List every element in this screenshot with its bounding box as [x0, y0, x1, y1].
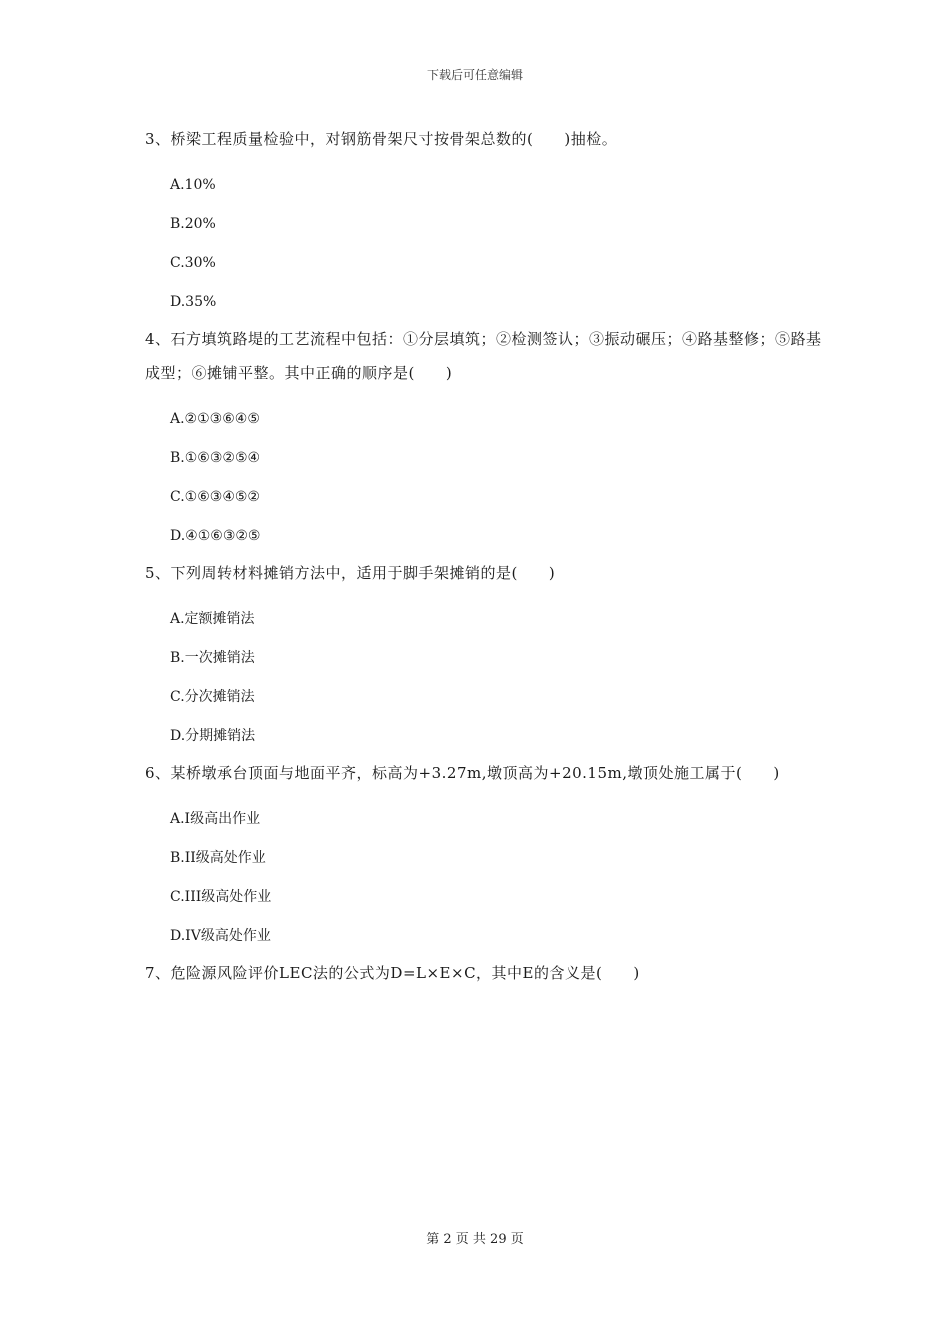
question-4	[145, 322, 825, 546]
page-header: 下载后可任意编辑	[426, 68, 523, 82]
question-5	[145, 556, 825, 746]
option-c: C.III级高处作业	[170, 889, 272, 905]
option-a: A.②①③⑥④⑤	[170, 411, 260, 427]
question-3	[145, 122, 825, 312]
page-footer: 第 2 页 共 29 页	[426, 1232, 524, 1247]
question-text: 5、下列周转材料摊销方法中，适用于脚手架摊销的是( )	[145, 564, 556, 582]
option-c: C.30%	[170, 255, 216, 271]
option-b: B.一次摊销法	[170, 650, 255, 666]
question-7	[145, 956, 825, 990]
option-c: C.①⑥③④⑤②	[170, 489, 260, 505]
option-c: C.分次摊销法	[170, 689, 255, 705]
option-d: D.35%	[170, 294, 217, 310]
option-d: D.分期摊销法	[170, 728, 256, 744]
question-text: 6、某桥墩承台顶面与地面平齐，标高为+3.27m,墩顶高为+20.15m,墩顶处施工属于( )	[145, 764, 780, 782]
option-d: D.④①⑥③②⑤	[170, 528, 261, 544]
question-list	[145, 122, 825, 990]
question-text: 3、桥梁工程质量检验中，对钢筋骨架尺寸按骨架总数的( )抽检。	[145, 130, 618, 148]
option-b: B.20%	[170, 216, 216, 232]
option-a: A.I级高出作业	[170, 811, 261, 827]
question-text: 7、危险源风险评价LEC法的公式为D=L×E×C，其中E的含义是( )	[145, 964, 640, 982]
option-a: A.10%	[170, 177, 216, 193]
option-b: B.①⑥③②⑤④	[170, 450, 261, 466]
option-b: B.II级高处作业	[170, 850, 266, 866]
option-d: D.IV级高处作业	[170, 928, 271, 944]
question-6	[145, 756, 825, 946]
option-a: A.定额摊销法	[170, 611, 255, 627]
question-text: 4、石方填筑路堤的工艺流程中包括：①分层填筑；②检测签认；③振动碾压；④路基整修；⑤路基成型；⑥摊铺平整。其中正确的顺序是( )	[145, 330, 822, 382]
